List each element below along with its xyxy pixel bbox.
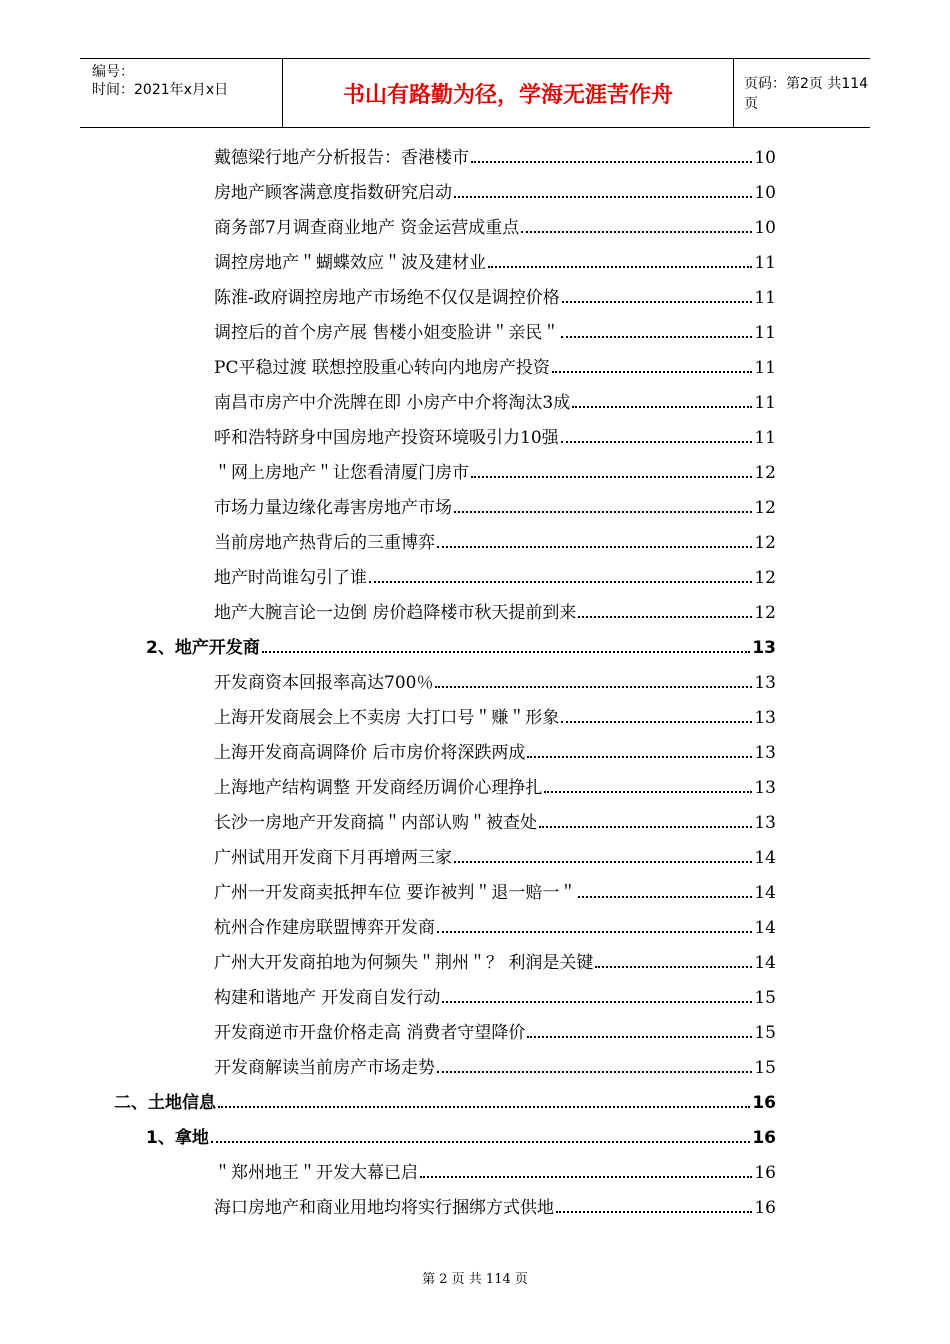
toc-entry-title: 广州大开发商拍地为何频失＂荆州＂？ 利润是关键 — [214, 953, 594, 973]
page-header — [80, 58, 870, 128]
toc-entry[interactable] — [214, 457, 776, 483]
toc-leader-dots — [442, 1001, 752, 1003]
toc-entry-title: 上海开发商高调降价 后市房价将深跌两成 — [214, 743, 526, 763]
toc-entry[interactable] — [214, 282, 776, 308]
toc-entry-title: 二、土地信息 — [114, 1093, 216, 1113]
toc-leader-dots — [454, 861, 752, 863]
toc-leader-dots — [437, 546, 752, 548]
toc-entry-page: 13 — [752, 638, 776, 658]
toc-entry-page: 15 — [754, 1058, 776, 1078]
toc-entry[interactable] — [214, 317, 776, 343]
toc-entry-page: 16 — [752, 1128, 776, 1148]
toc-entry-title: 上海开发商展会上不卖房 大打口号＂赚＂形象 — [214, 708, 560, 728]
toc-leader-dots — [437, 931, 752, 933]
toc-entry-page: 13 — [754, 813, 776, 833]
toc-entry-title: 广州一开发商卖抵押车位 要诈被判＂退一赔一＂ — [214, 883, 577, 903]
toc-leader-dots — [369, 581, 752, 583]
header-meta — [80, 59, 282, 127]
toc-entry-page: 12 — [754, 568, 776, 588]
page-footer: 第 2 页 共 114 页 — [422, 1272, 528, 1287]
toc-entry-page: 16 — [754, 1198, 776, 1218]
toc-entry-title: 当前房地产热背后的三重博弈 — [214, 533, 435, 553]
toc-entry[interactable] — [214, 1017, 776, 1043]
toc-entry-title: 广州试用开发商下月再增两三家 — [214, 848, 452, 868]
toc-entry-title: 开发商解读当前房产市场走势 — [214, 1058, 435, 1078]
toc-entry-title: 海口房地产和商业用地均将实行捆绑方式供地 — [214, 1198, 554, 1218]
toc-entry-title: 南昌市房产中介洗牌在即 小房产中介将淘汰3成 — [214, 393, 571, 413]
toc-entry[interactable] — [214, 912, 776, 938]
toc-entry-page: 12 — [754, 533, 776, 553]
toc-leader-dots — [539, 826, 752, 828]
toc-entry-title: 1、拿地 — [146, 1128, 209, 1148]
toc-leader-dots — [527, 756, 752, 758]
toc-entry[interactable] — [214, 772, 776, 798]
toc-entry[interactable] — [214, 702, 776, 728]
header-page-info: 页码：第2页 共114页 — [744, 76, 869, 112]
toc-entry[interactable] — [214, 1192, 776, 1218]
toc-leader-dots — [454, 196, 752, 198]
toc-leader-dots — [556, 1211, 752, 1213]
toc-entry-title: 戴德梁行地产分析报告：香港楼市 — [214, 148, 469, 168]
toc-leader-dots — [420, 1176, 752, 1178]
toc-entry-title: 2、地产开发商 — [146, 638, 260, 658]
toc-leader-dots — [521, 231, 752, 233]
toc-entry-title: 地产大腕言论一边倒 房价趋降楼市秋天提前到来 — [214, 603, 577, 623]
toc-leader-dots — [561, 441, 753, 443]
toc-entry[interactable] — [214, 982, 776, 1008]
toc-entry-page: 11 — [754, 323, 776, 343]
toc-entry[interactable] — [214, 352, 776, 378]
toc-entry[interactable] — [146, 632, 776, 658]
toc-entry-page: 11 — [754, 288, 776, 308]
toc-leader-dots — [578, 616, 752, 618]
toc-entry-title: 地产时尚谁勾引了谁 — [214, 568, 367, 588]
toc-entry-page: 15 — [754, 988, 776, 1008]
toc-entry[interactable] — [214, 667, 776, 693]
toc-entry-page: 12 — [754, 498, 776, 518]
toc-entry-title: ＂郑州地王＂开发大幕已启 — [214, 1163, 418, 1183]
toc-entry-page: 11 — [754, 428, 776, 448]
toc-entry[interactable] — [214, 597, 776, 623]
toc-entry-page: 14 — [754, 953, 776, 973]
toc-entry-title: 房地产顾客满意度指数研究启动 — [214, 183, 452, 203]
toc-entry-title: ＂网上房地产＂让您看清厦门房市 — [214, 463, 469, 483]
toc-entry-title: 构建和谐地产 开发商自发行动 — [214, 988, 441, 1008]
toc-entry-page: 12 — [754, 463, 776, 483]
toc-leader-dots — [488, 266, 752, 268]
toc-entry-title: 杭州合作建房联盟博弈开发商 — [214, 918, 435, 938]
header-motto: 书山有路勤为径，学海无涯苦作舟 — [282, 59, 734, 127]
toc-entry-page: 11 — [754, 358, 776, 378]
document-time: 时间：2021年x月x日 — [92, 82, 229, 98]
toc-entry[interactable] — [214, 212, 776, 238]
toc-entry[interactable] — [214, 1157, 776, 1183]
toc-entry[interactable] — [214, 947, 776, 973]
toc-entry-page: 16 — [754, 1163, 776, 1183]
toc-leader-dots — [262, 651, 750, 653]
toc-leader-dots — [561, 336, 752, 338]
toc-entry-page: 10 — [754, 183, 776, 203]
toc-entry[interactable] — [214, 247, 776, 273]
toc-entry-title: PC平稳过渡 联想控股重心转向内地房产投资 — [214, 358, 550, 378]
toc-leader-dots — [572, 406, 752, 408]
toc-entry-page: 15 — [754, 1023, 776, 1043]
toc-entry-title: 长沙一房地产开发商搞＂内部认购＂被查处 — [214, 813, 537, 833]
toc-entry-title: 商务部7月调查商业地产 资金运营成重点 — [214, 218, 520, 238]
toc-entry-page: 11 — [754, 253, 776, 273]
toc-leader-dots — [211, 1141, 750, 1143]
toc-entry-page: 13 — [754, 743, 776, 763]
toc-entry[interactable] — [214, 1052, 776, 1078]
toc-entry-page: 13 — [754, 708, 776, 728]
toc-entry-title: 上海地产结构调整 开发商经历调价心理挣扎 — [214, 778, 543, 798]
toc-entry[interactable] — [214, 842, 776, 868]
toc-entry[interactable] — [146, 1122, 776, 1148]
toc-entry-title: 陈淮-政府调控房地产市场绝不仅仅是调控价格 — [214, 288, 560, 308]
document-number-label: 编号： — [92, 64, 134, 80]
toc-leader-dots — [578, 896, 752, 898]
toc-entry-title: 开发商资本回报率高达700％ — [214, 673, 434, 693]
toc-leader-dots — [218, 1106, 750, 1108]
toc-leader-dots — [544, 791, 752, 793]
toc-leader-dots — [471, 161, 752, 163]
toc-entry-page: 14 — [754, 848, 776, 868]
toc-entry[interactable] — [214, 737, 776, 763]
toc-entry[interactable] — [214, 177, 776, 203]
toc-leader-dots — [552, 371, 753, 373]
toc-entry[interactable] — [214, 877, 776, 903]
toc-entry-title: 调控后的首个房产展 售楼小姐变脸讲＂亲民＂ — [214, 323, 560, 343]
toc-entry-page: 11 — [754, 393, 776, 413]
toc-entry[interactable] — [114, 1087, 776, 1113]
toc-entry-page: 16 — [752, 1093, 776, 1113]
toc-entry-title: 呼和浩特跻身中国房地产投资环境吸引力10强 — [214, 428, 559, 448]
toc-entry[interactable] — [214, 807, 776, 833]
toc-entry-title: 调控房地产＂蝴蝶效应＂波及建材业 — [214, 253, 486, 273]
toc-entry[interactable] — [214, 387, 776, 413]
toc-leader-dots — [437, 1071, 752, 1073]
toc-entry[interactable] — [214, 422, 776, 448]
toc-entry-page: 14 — [754, 883, 776, 903]
toc-entry-page: 14 — [754, 918, 776, 938]
toc-entry[interactable] — [214, 562, 776, 588]
toc-leader-dots — [561, 721, 752, 723]
toc-entry[interactable] — [214, 142, 776, 168]
toc-leader-dots — [562, 301, 753, 303]
toc-leader-dots — [527, 1036, 752, 1038]
toc-entry-title: 市场力量边缘化毒害房地产市场 — [214, 498, 452, 518]
toc-leader-dots — [454, 511, 752, 513]
toc-entry[interactable] — [214, 527, 776, 553]
toc-leader-dots — [435, 686, 752, 688]
toc-leader-dots — [595, 966, 752, 968]
toc-entry-page: 12 — [754, 603, 776, 623]
toc-entry-page: 13 — [754, 778, 776, 798]
toc-entry-page: 13 — [754, 673, 776, 693]
toc-leader-dots — [471, 476, 752, 478]
toc-entry-page: 10 — [754, 148, 776, 168]
toc-entry-page: 10 — [754, 218, 776, 238]
toc-entry-title: 开发商逆市开盘价格走高 消费者守望降价 — [214, 1023, 526, 1043]
toc-entry[interactable] — [214, 492, 776, 518]
